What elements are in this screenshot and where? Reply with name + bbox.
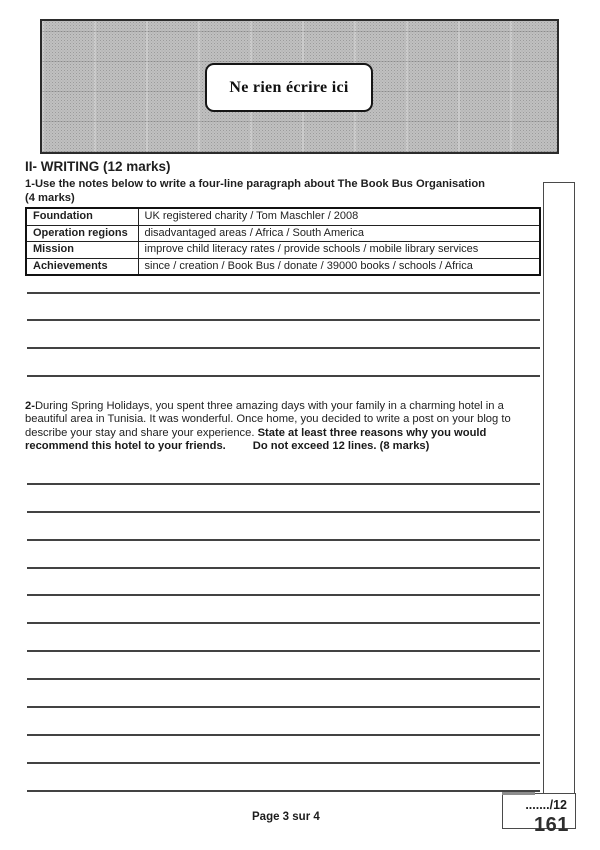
score-margin-column [543,182,575,794]
notes-table-row [26,208,540,225]
notes-table-row [26,225,540,242]
task2-limit-note: Do not exceed 12 lines. (8 marks) [252,439,430,452]
task1-marks-label: (4 marks) [25,192,75,205]
task2-prompt-text: During Spring Holidays, you spent three amazing days with your family in a charming hotel in a beautiful area in Tunisia. It was wonderful. Once home, you decided to write a post on your blog to describe your stay and share your experience. [25,400,511,439]
answer-line [27,569,540,597]
task1-instruction [25,177,547,205]
notes-table-row [26,242,540,259]
task2-requirement-text: State at least three reasons why you would recommend this hotel to your friends. [25,426,487,452]
answer-line [27,596,540,624]
notes-row-value: since / creation / Book Bus / donate / 39000 books / schools / Africa [138,258,540,275]
notes-row-label: Achievements [26,258,138,275]
answer-line [27,624,540,652]
do-not-write-box [205,63,373,112]
answer-line [27,541,540,569]
answer-line [27,680,540,708]
page-number-stamp: 161 [534,814,569,836]
answer-line [27,266,540,294]
task1-answer-lines [27,266,540,377]
notes-row-value: improve child literacy rates / provide schools / mobile library services [138,242,540,259]
answer-line [27,708,540,736]
notes-row-label: Foundation [26,208,138,225]
answer-line [27,321,540,349]
do-not-write-label: Ne rien écrire ici [229,78,349,96]
task1-instruction-text: 1-Use the notes below to write a four-line paragraph about The Book Bus Organisation [25,178,485,190]
notes-row-label: Operation regions [26,225,138,242]
score-label: ......./12 [525,798,567,812]
task2-number: 2- [25,400,35,412]
writing-section-heading: II- WRITING (12 marks) [25,159,171,174]
answer-line [27,736,540,764]
notes-row-value: disadvantaged areas / Africa / South America [138,225,540,242]
do-not-write-banner [40,19,559,154]
answer-line [27,349,540,377]
answer-line [27,764,540,792]
page-footer-label: Page 3 sur 4 [252,811,320,823]
notes-row-value: UK registered charity / Tom Maschler / 2008 [138,208,540,225]
task2-prompt [25,400,549,453]
answer-line [27,652,540,680]
task2-answer-lines [27,457,540,792]
answer-line [27,513,540,541]
scan-artifact-bar [502,792,535,796]
answer-line [27,485,540,513]
answer-line [27,457,540,485]
notes-row-label: Mission [26,242,138,259]
answer-line [27,294,540,322]
